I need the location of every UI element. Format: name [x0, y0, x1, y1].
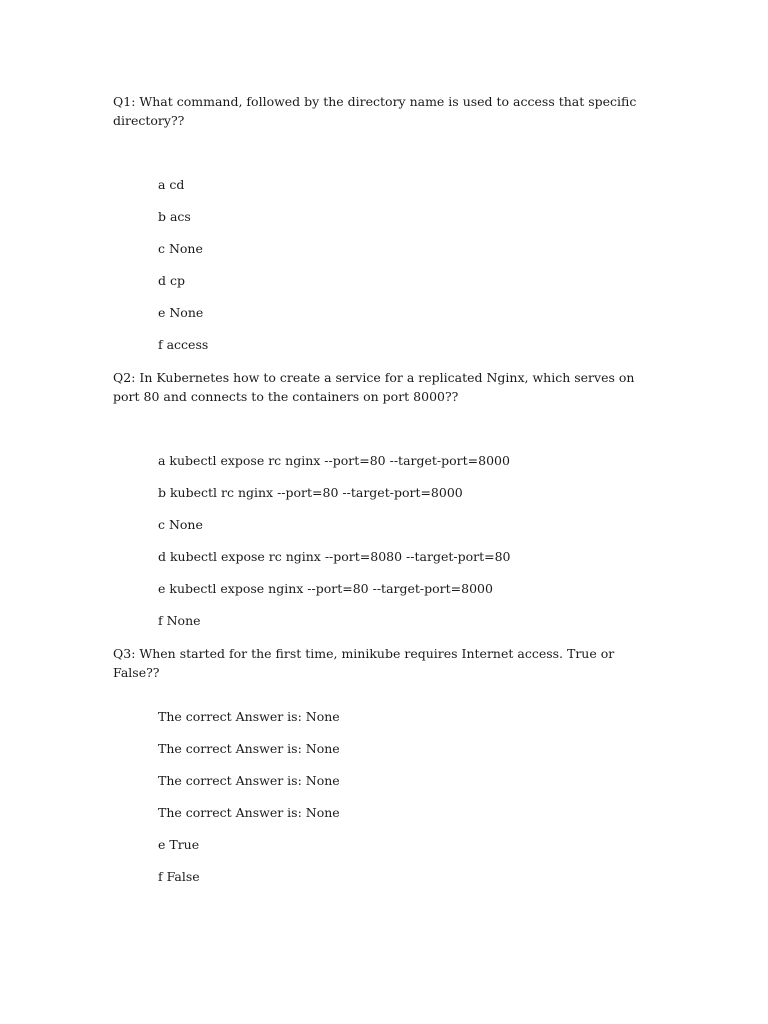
question-2: Q2: In Kubernetes how to create a service for a replicated Nginx, which serves on port 80 and connects to the containers on port 8000?? — [113, 370, 635, 404]
question-1-option-a: a cd — [158, 177, 185, 192]
question-2-option-b: b kubectl rc nginx --port=80 --target-port=8000 — [158, 485, 463, 500]
question-1-option-f: f access — [158, 337, 209, 352]
question-3-option-e: e True — [158, 837, 200, 852]
question-1-option-d: d cp — [158, 273, 185, 288]
question-1-option-c: c None — [158, 241, 203, 256]
question-1-option-e: e None — [158, 305, 204, 320]
question-3-option-c: The correct Answer is: None — [158, 773, 340, 788]
question-3: Q3: When started for the first time, minikube requires Internet access. True or False?? — [113, 646, 615, 680]
question-1: Q1: What command, followed by the directory name is used to access that specific directory?? — [113, 94, 637, 128]
question-2-option-e: e kubectl expose nginx --port=80 --target-port=8000 — [158, 581, 493, 596]
question-3-option-a: The correct Answer is: None — [158, 709, 340, 724]
question-2-option-f: f None — [158, 613, 201, 628]
question-3-option-f: f False — [158, 869, 200, 884]
question-3-option-b: The correct Answer is: None — [158, 741, 340, 756]
question-2-option-c: c None — [158, 517, 203, 532]
question-2-option-d: d kubectl expose rc nginx --port=8080 --target-port=80 — [158, 549, 511, 564]
question-1-option-b: b acs — [158, 209, 191, 224]
question-2-option-a: a kubectl expose rc nginx --port=80 --target-port=8000 — [158, 453, 510, 468]
question-3-option-d: The correct Answer is: None — [158, 805, 340, 820]
